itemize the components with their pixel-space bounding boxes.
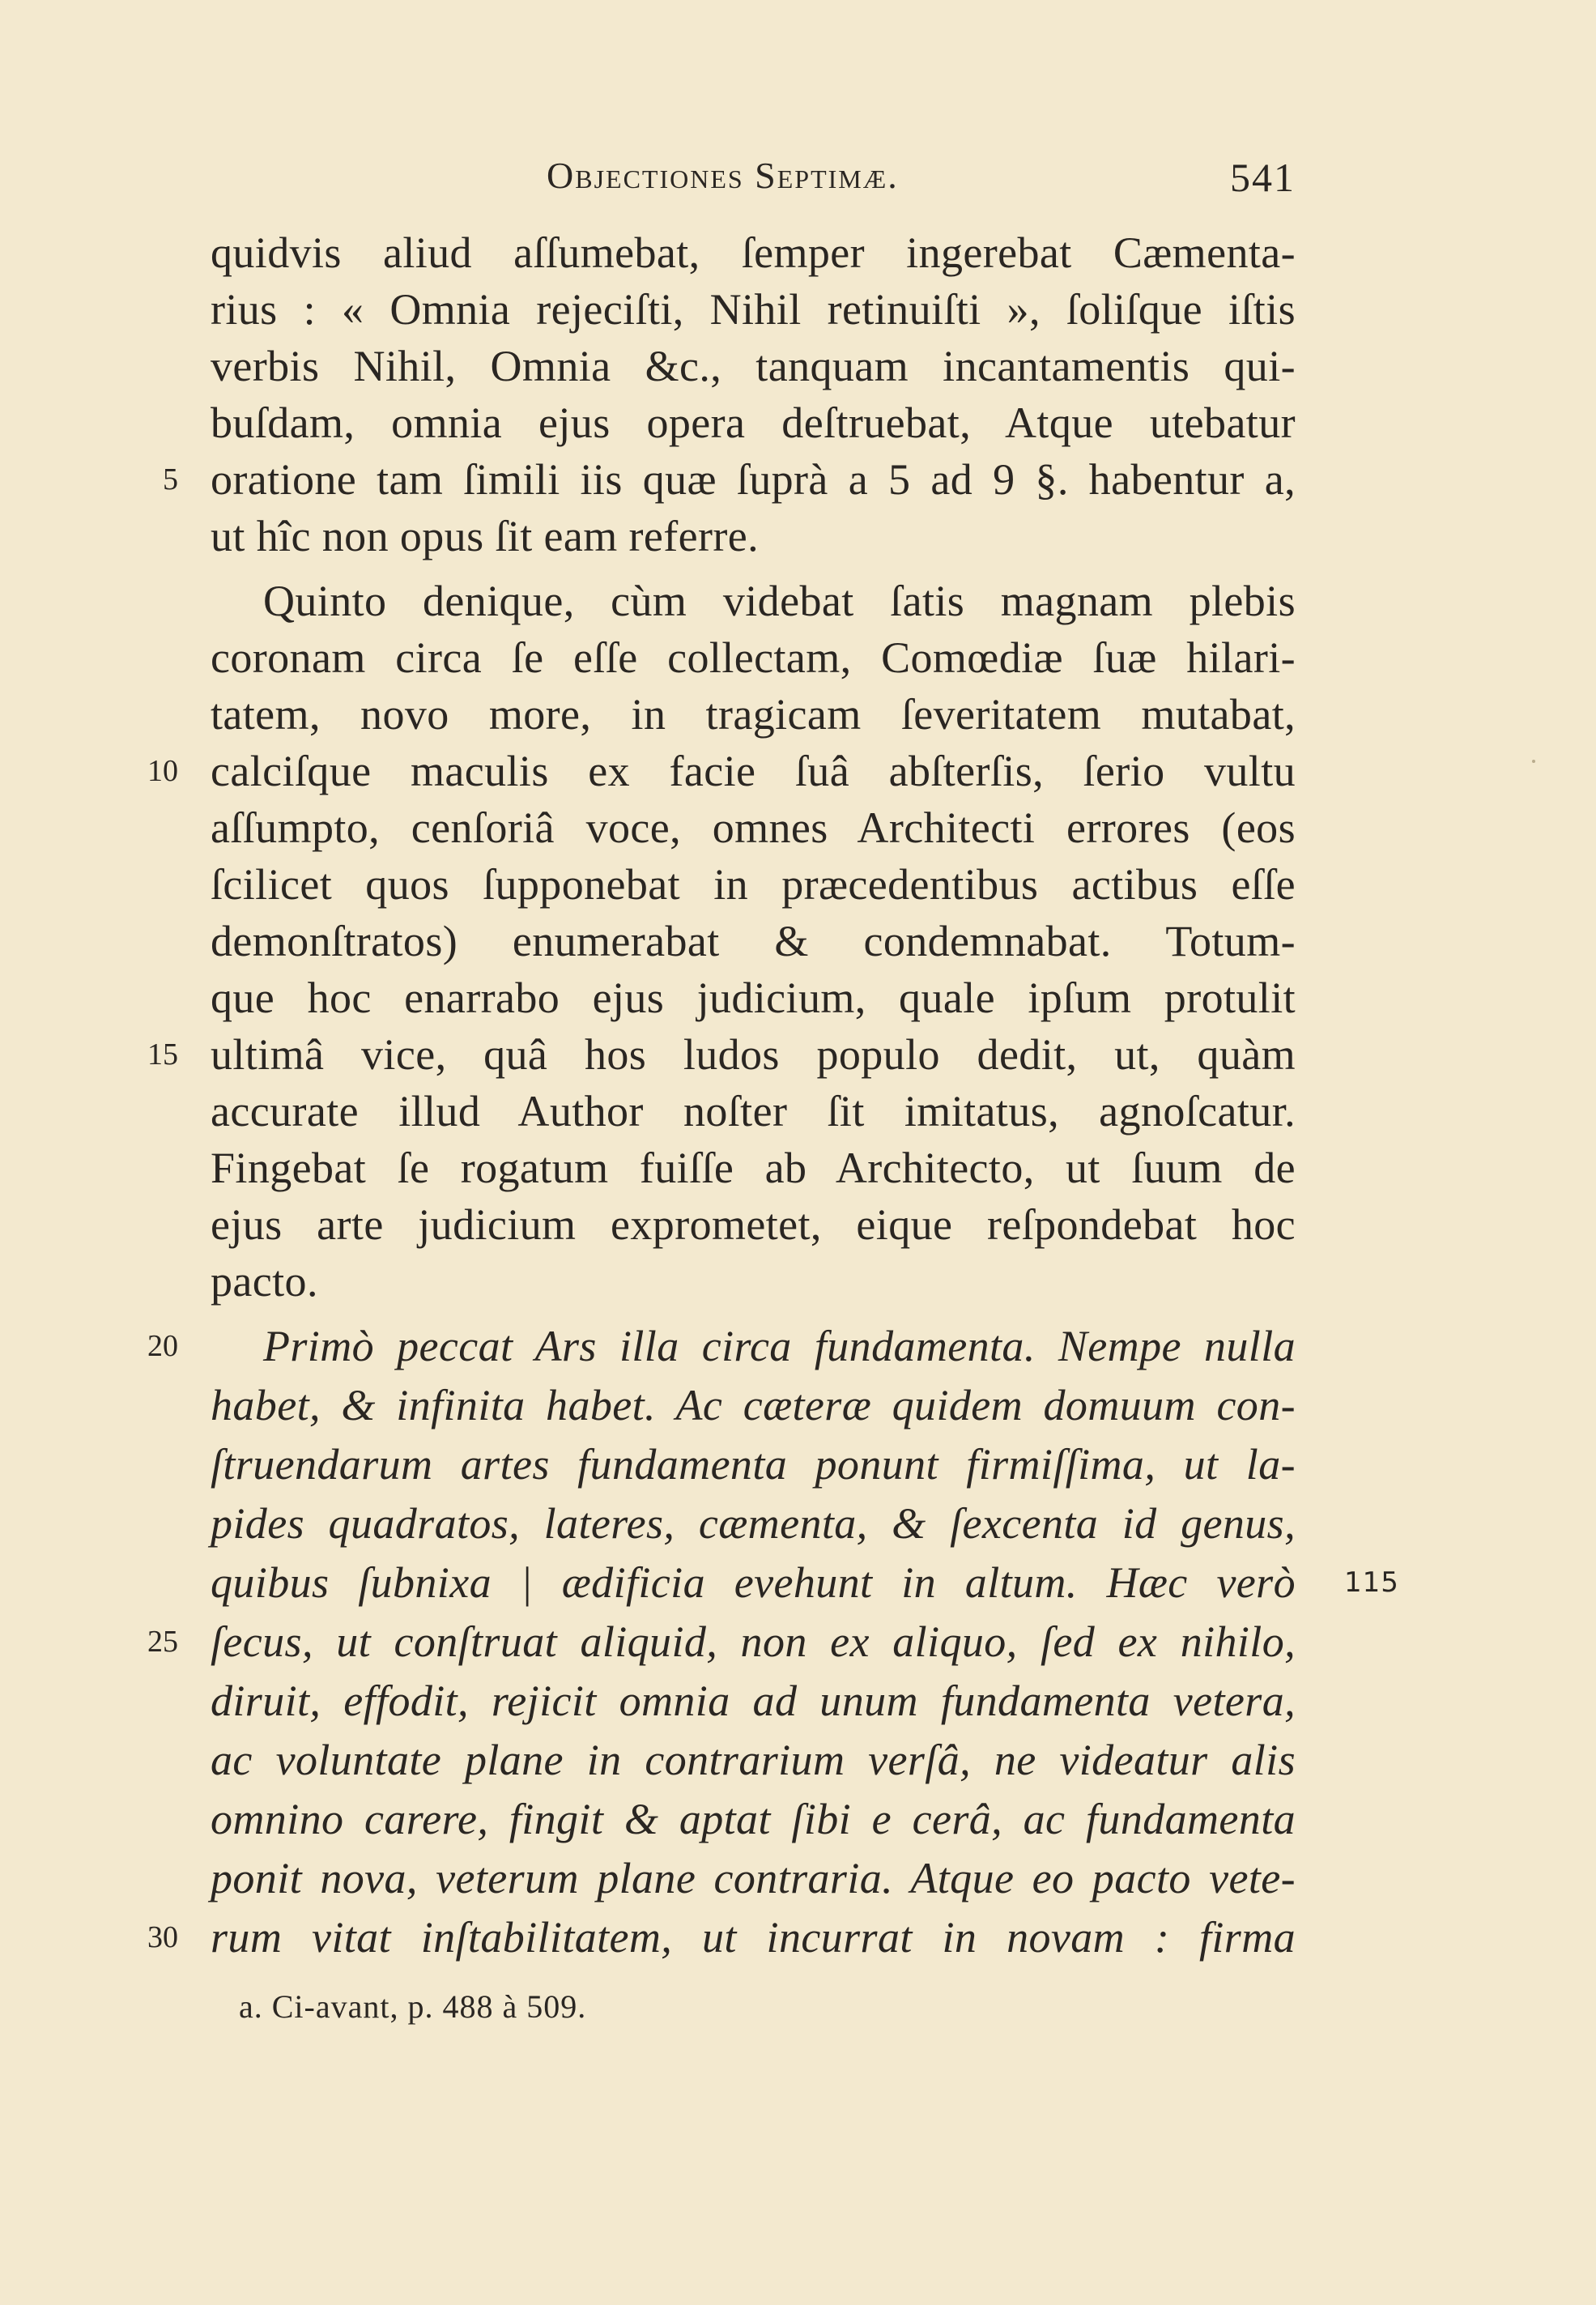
italic-text-line: ſtruendarum artes fundamenta ponunt firmiſſima, ut la- xyxy=(211,1440,1296,1489)
line-number-30: 30 xyxy=(147,1920,178,1954)
text-line: aſſumpto, cenſoriâ voce, omnes Architecti errores (eos xyxy=(211,803,1296,852)
text-line: verbis Nihil, Omnia &c., tanquam incantamentis qui- xyxy=(211,342,1296,390)
text-line: demonſtratos) enumerabat & condemnabat. Totum- xyxy=(211,917,1296,965)
italic-text-line: ſecus, ut conſtruat aliquid, non ex aliquo, ſed ex nihilo, xyxy=(211,1617,1296,1666)
margin-page-reference: 115 xyxy=(1344,1566,1399,1599)
text-line: accurate illud Author noſter ſit imitatus, agnoſcatur. xyxy=(211,1087,1296,1135)
paragraph-start-line: Quinto denique, cùm videbat ſatis magnam plebis xyxy=(263,577,1296,625)
text-line: coronam circa ſe eſſe collectam, Comœdiæ ſuæ hilari- xyxy=(211,633,1296,682)
text-line: quidvis aliud aſſumebat, ſemper ingerebat Cæmenta- xyxy=(211,228,1296,277)
line-number-20: 20 xyxy=(147,1329,178,1363)
text-line: tatem, novo more, in tragicam ſeveritatem mutabat, xyxy=(211,690,1296,739)
italic-text-line: rum vitat inſtabilitatem, ut incurrat in novam : firma xyxy=(211,1913,1296,1962)
italic-text-line: omnino carere, fingit & aptat ſibi e cerâ, ac fundamenta xyxy=(211,1795,1296,1843)
italic-paragraph-start-line: Primò peccat Ars illa circa fundamenta. Nempe nulla xyxy=(263,1322,1296,1370)
italic-text-line: pides quadratos, lateres, cæmenta, & ſexcenta id genus, xyxy=(211,1499,1296,1548)
line-number-15: 15 xyxy=(147,1037,178,1072)
line-number-10: 10 xyxy=(147,754,178,788)
text-line: pacto. xyxy=(211,1257,318,1306)
text-line: buſdam, omnia ejus opera deſtruebat, Atque utebatur xyxy=(211,398,1296,447)
italic-text-line: ac voluntate plane in contrarium verſâ, ne videatur alis xyxy=(211,1736,1296,1784)
italic-text-line: ponit nova, veterum plane contraria. Atque eo pacto vete- xyxy=(211,1854,1296,1902)
text-line: ultimâ vice, quâ hos ludos populo dedit, ut, quàm xyxy=(211,1030,1296,1079)
text-line: calciſque maculis ex facie ſuâ abſterſis, ſerio vultu xyxy=(211,747,1296,795)
italic-text-line: habet, & infinita habet. Ac cæteræ quidem domuum con- xyxy=(211,1381,1296,1429)
text-line: rius : « Omnia rejeciſti, Nihil retinuiſti », ſoliſque iſtis xyxy=(211,285,1296,334)
italic-text-line: quibus ſubnixa | ædificia evehunt in altum. Hæc verò xyxy=(211,1558,1296,1607)
footnote: a. Ci-avant, p. 488 à 509. xyxy=(239,1988,587,2025)
paper-speck xyxy=(1532,760,1535,763)
text-line: ut hîc non opus ſit eam referre. xyxy=(211,512,760,560)
text-line: ſcilicet quos ſupponebat in præcedentibus actibus eſſe xyxy=(211,860,1296,909)
italic-text-line: diruit, effodit, rejicit omnia ad unum fundamenta vetera, xyxy=(211,1677,1296,1725)
page-number: 541 xyxy=(1230,155,1296,200)
line-number-25: 25 xyxy=(147,1625,178,1659)
text-line: ejus arte judicium exprometet, eique reſpondebat hoc xyxy=(211,1200,1296,1249)
text-line: oratione tam ſimili iis quæ ſuprà a 5 ad 9 §. habentur a, xyxy=(211,455,1296,504)
running-header xyxy=(211,154,1296,211)
running-title: Objectiones Septimæ. xyxy=(547,155,899,196)
text-line: que hoc enarrabo ejus judicium, quale ipſum protulit xyxy=(211,974,1296,1022)
text-line: Fingebat ſe rogatum fuiſſe ab Architecto, ut ſuum de xyxy=(211,1144,1296,1192)
line-number-5: 5 xyxy=(163,462,178,496)
